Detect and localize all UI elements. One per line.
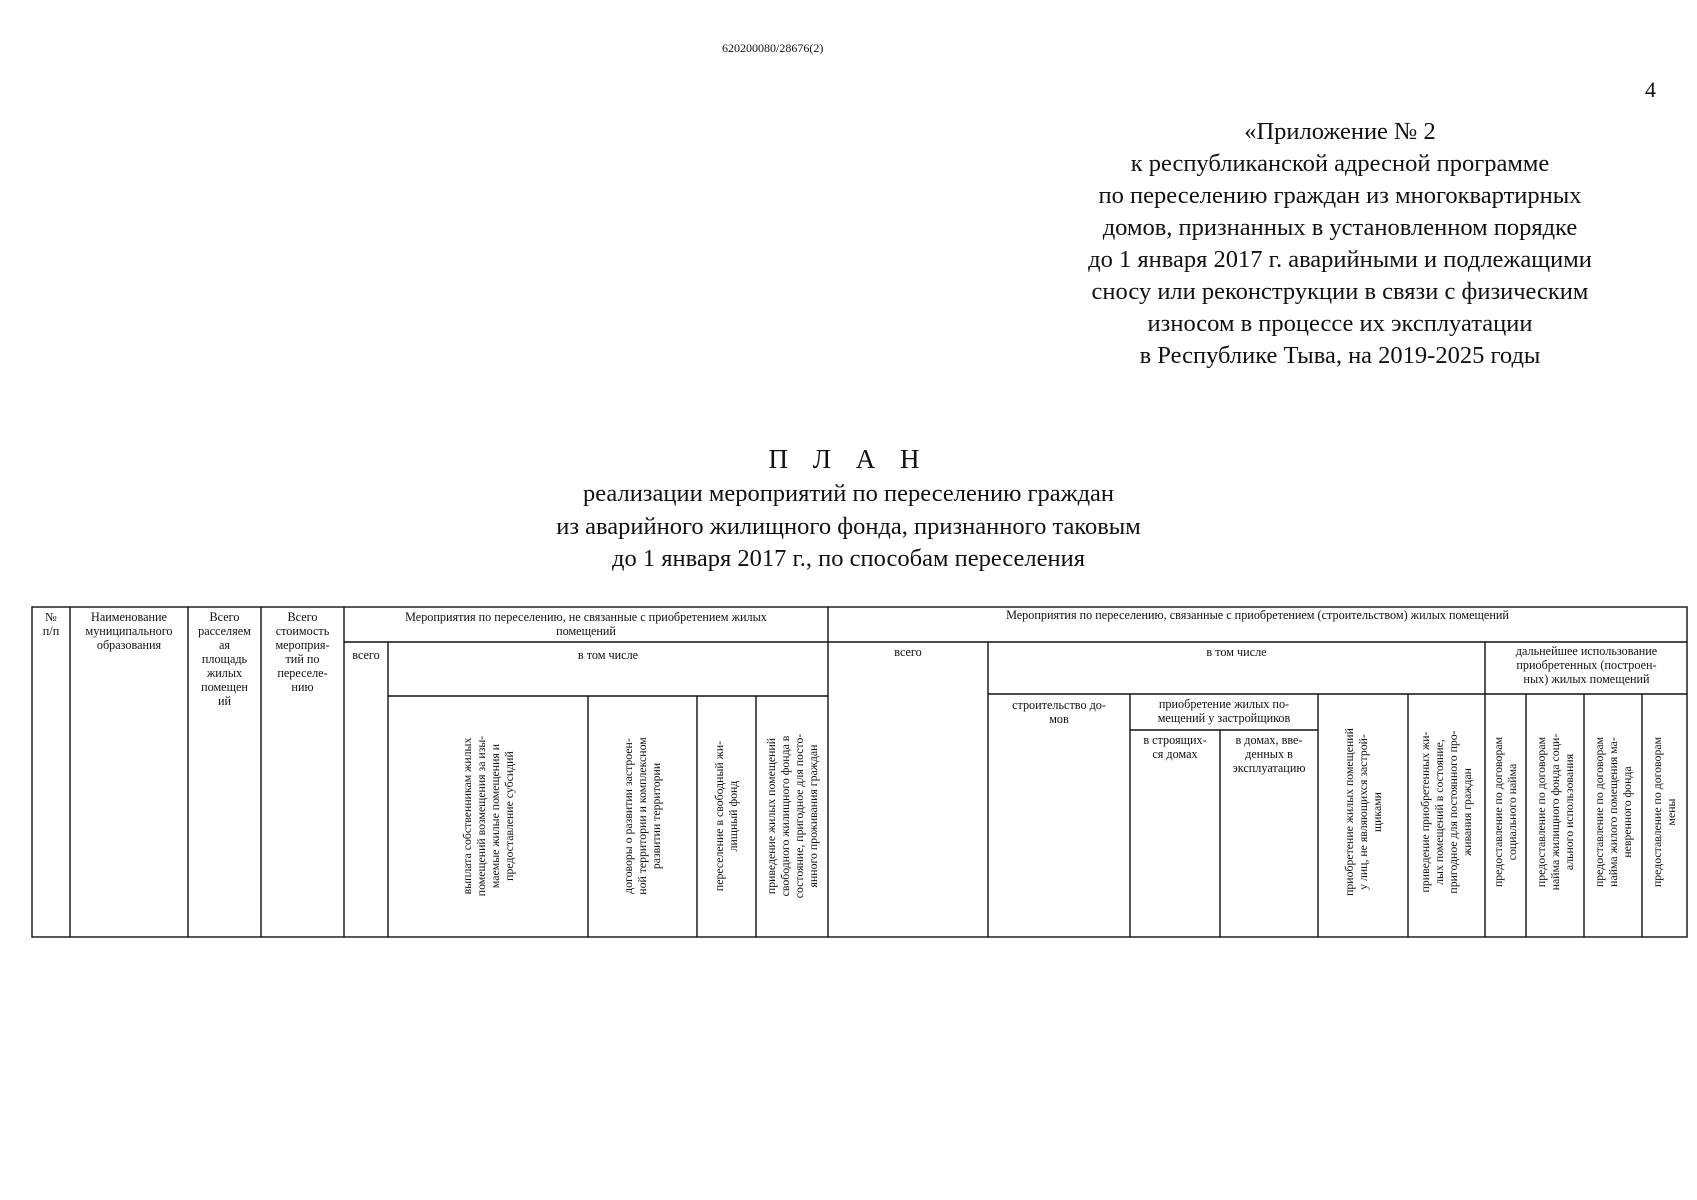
further-use-header: дальнейшее использование приобретенных (построен- ных) жилых помещений <box>1515 644 1658 686</box>
annex-line: домов, признанных в установленном порядке <box>1102 214 1578 241</box>
annex-line: до 1 января 2017 г. аварийными и подлежащими <box>1088 246 1592 273</box>
group-not-acquisition-header: Мероприятия по переселению, не связанные с приобретением жилых помещений <box>405 610 767 638</box>
acq-total-header: всего <box>894 645 922 659</box>
plan-subtitle-line: из аварийного жилищного фонда, признанного таковым <box>556 512 1141 540</box>
not-acq-including-header: в том числе <box>577 648 639 662</box>
plan-title: П Л А Н <box>768 444 929 474</box>
page-number: 4 <box>1645 77 1656 102</box>
col-total-cost-header: Всего стоимость мероприя- тий по переселе- нию <box>275 610 330 694</box>
acq-in-operation-header: в домах, вве- денных в эксплуатацию <box>1232 733 1306 775</box>
annex-line: износом в процессе их эксплуатации <box>1147 310 1533 337</box>
not-acq-total-header: всего <box>352 648 380 662</box>
acq-including-header: в том числе <box>1206 645 1267 659</box>
group-acquisition-header: Мероприятия по переселению, связанные с приобретением (строительством) жилых помещений <box>1006 608 1509 622</box>
document-id: 620200080/28676(2) <box>722 41 824 55</box>
annex-line: по переселению граждан из многоквартирных <box>1098 182 1582 209</box>
col-municipality-header: Наименование муниципального образования <box>85 610 173 652</box>
annex-line: в Республике Тыва, на 2019-2025 годы <box>1139 342 1541 369</box>
annex-line: к республиканской адресной программе <box>1130 150 1550 177</box>
annex-line: «Приложение № 2 <box>1244 118 1436 145</box>
acq-developers-header: приобретение жилых по- мещений у застройщиков <box>1157 697 1291 725</box>
acq-construction-header: строительство до- мов <box>1012 698 1106 726</box>
plan-subtitle-line: реализации мероприятий по переселению граждан <box>582 480 1115 507</box>
plan-subtitle-line: до 1 января 2017 г., по способам переселения <box>612 545 1085 572</box>
acq-in-building-header: в строящих- ся домах <box>1143 733 1207 761</box>
annex-line: сносу или реконструкции в связи с физическим <box>1091 278 1589 305</box>
col-total-area-header: Всего расселяем ая площадь жилых помещен ий <box>198 610 251 708</box>
col-number-header: № п/п <box>42 610 60 638</box>
